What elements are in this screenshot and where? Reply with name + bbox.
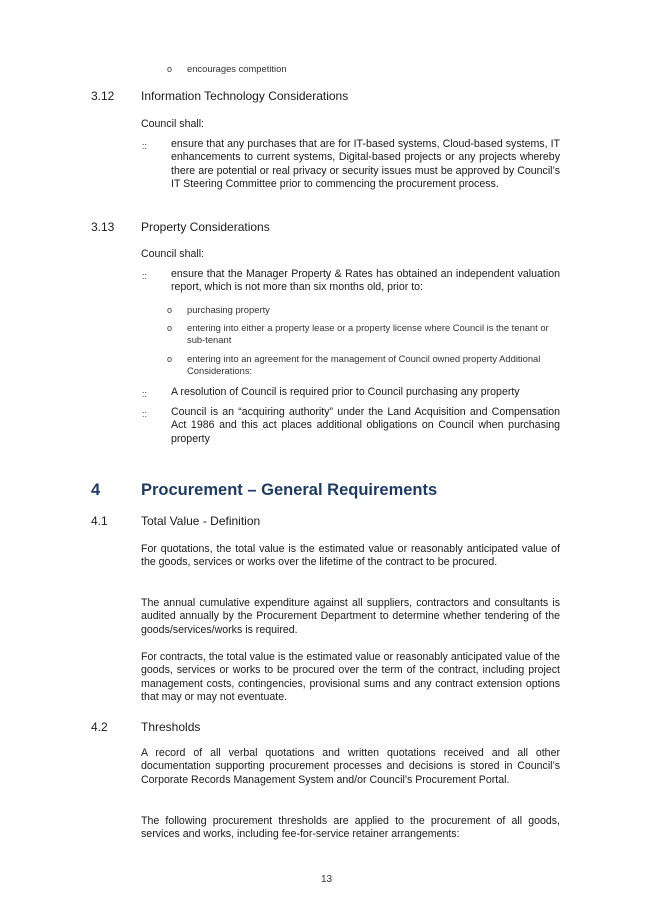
bullet-valuation-report: ensure that the Manager Property & Rates has obtained an independent valuation report, which is not more than six months old, prior to: [171, 268, 560, 294]
council-shall-label: Council shall: [141, 248, 205, 260]
section-title-property-considerations: Property Considerations [141, 220, 270, 234]
sub-bullet-marker: o [167, 354, 173, 364]
paragraph-annual-expenditure: The annual cumulative expenditure against all suppliers, contractors and consultants is audited annually by the Procurement Department to determine whether tendering of the goods/services/works is required. [141, 597, 560, 636]
bullet-it-steering-committee: ensure that any purchases that are for IT-based systems, Cloud-based systems, IT enhancements to current systems, Digital-based projects or any projects whereby there are potential or real privacy or security issues must be approved by Council’s IT Steering Committee prior to commencing the procurement process. [171, 138, 560, 191]
page-number: 13 [320, 874, 333, 885]
bullet-marker: :: [142, 271, 148, 281]
sub-bullet-purchasing-property: purchasing property [187, 304, 270, 315]
sub-bullet-marker: o [167, 64, 173, 74]
section-number-4-1: 4.1 [91, 514, 108, 528]
sub-bullet-property-lease: entering into either a property lease or a property license where Council is the tenant or sub-tenant [187, 322, 549, 345]
section-number-3-12: 3.12 [91, 89, 115, 103]
paragraph-procurement-thresholds: The following procurement thresholds are applied to the procurement of all goods, services and works, including fee-for-service retainer arrangements: [141, 815, 560, 841]
paragraph-records-of-quotations: A record of all verbal quotations and written quotations received and all other documentation supporting procurement processes and decisions is stored in Council’s Corporate Records Management System and/or Council’s Procurement Portal. [141, 747, 560, 786]
chapter-title-procurement: Procurement – General Requirements [141, 481, 438, 499]
section-number-4-2: 4.2 [91, 720, 108, 734]
bullet-resolution-of-council: A resolution of Council is required prior to Council purchasing any property [171, 386, 520, 398]
sub-bullet-marker: o [167, 305, 173, 315]
section-title-thresholds: Thresholds [141, 720, 201, 734]
bullet-acquiring-authority: Council is an “acquiring authority” under the Land Acquisition and Compensation Act 1986 and this act places additional obligations on Council when purchasing property [171, 406, 560, 445]
sub-bullet-encourages-competition: encourages competition [187, 63, 287, 74]
council-shall-label: Council shall: [141, 118, 205, 130]
chapter-number-4: 4 [91, 481, 101, 499]
section-number-3-13: 3.13 [91, 220, 115, 234]
bullet-marker: :: [142, 409, 148, 419]
section-title-total-value: Total Value - Definition [141, 514, 261, 528]
sub-bullet-management-agreement: entering into an agreement for the management of Council owned property Additional Considerations: [187, 353, 541, 376]
bullet-marker: :: [142, 141, 148, 151]
sub-bullet-marker: o [167, 323, 173, 333]
section-title-it-considerations: Information Technology Considerations [141, 89, 349, 103]
paragraph-contracts-total-value: For contracts, the total value is the estimated value or reasonably anticipated value of the goods, services or works to be procured over the term of the contract, including project management costs, contingencies, provisional sums and any contract extension options that may or may not eventuate. [141, 651, 560, 704]
bullet-marker: :: [142, 389, 148, 399]
paragraph-quotations-total-value: For quotations, the total value is the estimated value or reasonably anticipated value of the goods, services or works over the lifetime of the contract to be procured. [141, 543, 560, 569]
